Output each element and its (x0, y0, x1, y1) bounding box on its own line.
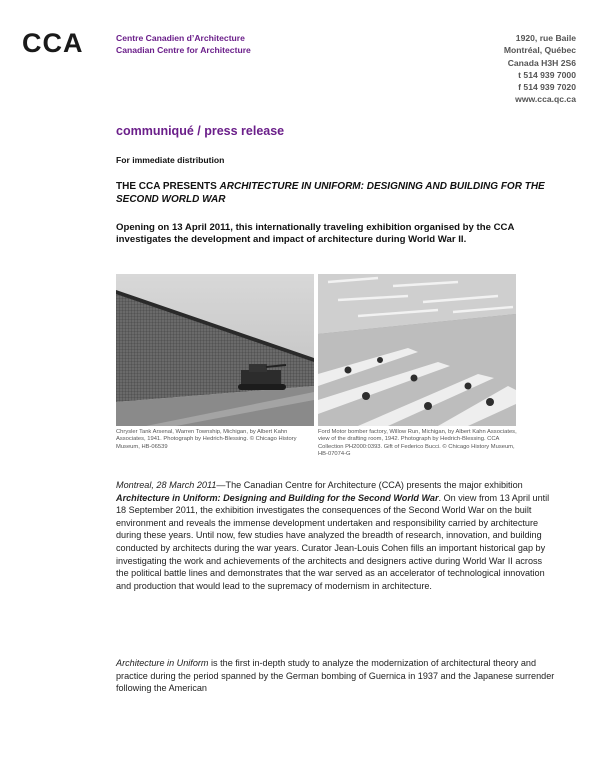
document-kind: communiqué / press release (116, 124, 285, 138)
fax-line: f 514 939 7020 (518, 82, 576, 93)
body-text: —The Canadian Centre for Architecture (CCA) presents the major exhibition (216, 480, 523, 490)
exhibition-title: Architecture in Uniform: Designing and Building for the Second World War (116, 492, 439, 503)
body-paragraph-2 (116, 657, 556, 695)
org-name-en: Canadian Centre for Architecture (116, 45, 251, 55)
distribution-note: For immediate distribution (116, 155, 225, 165)
website-link[interactable]: www.cca.qc.ca (515, 94, 576, 105)
photo-caption: Chrysler Tank Arsenal, Warren Township, Michigan, by Albert Kahn Associates, 1941. Photograph by Hedrich-Blessing. © Chicago History Museum, HB-06539 (116, 429, 297, 450)
photo-drafting-room (318, 274, 516, 426)
drafting-room-image (318, 274, 516, 426)
photo-caption: Ford Motor bomber factory, Willow Run, Michigan, by Albert Kahn Associates, view of the drafting room, 1942. Photograph by Hedrich-Blessing. CCA Collection PH2000:0393. Gift of Federico Bucci. © Chicago History Museum, HB-07074-G (318, 429, 517, 458)
contact-address (504, 32, 576, 106)
body-text: . On view from 13 April until 18 September 2011, the exhibition investigates the consequences of the Second World War on the built environment and reveals the immense development undertaken and responsibility carried by architecture during these years. Until now, few studies have analyzed the breadth of research, innovation, and building conducted by architects during the war years. Curator Jean-Louis Cohen fills an important historical gap by investigating the work and achievements of the architects and designers active during World War II across the political battle lines and demonstrates that the war served as an accelerator of technological innovation and production that would lead to the supremacy of modernism in architecture. (116, 492, 550, 591)
headline (116, 180, 556, 206)
headline-lead: THE CCA PRESENTS (116, 181, 220, 192)
address-line: Montréal, Québec (503, 45, 576, 56)
lede-paragraph: Opening on 13 April 2011, this internationally traveling exhibition organised by the CCA investigates the development and impact of architecture during World War II. (116, 222, 515, 246)
exhibition-title: Architecture in Uniform (116, 658, 209, 668)
tank-arsenal-image (116, 274, 314, 426)
org-name-fr: Centre Canadien d’Architecture (116, 33, 245, 43)
address-line: Canada H3H 2S6 (507, 57, 576, 68)
organization-name (116, 32, 251, 56)
photo-tank-arsenal (116, 274, 314, 426)
phone-line: t 514 939 7000 (518, 69, 576, 80)
dateline: Montreal, 28 March 2011 (116, 480, 217, 490)
cca-logo: CCA (22, 28, 84, 58)
body-text: is the first in-depth study to analyze the modernization of architectural theory and practice during the period spanned by the German bombing of Guernica in 1937 and the Japanese surrender following the American (116, 658, 555, 694)
address-line: 1920, rue Baile (515, 33, 576, 43)
headline-title: ARCHITECTURE IN UNIFORM: DESIGNING AND BUILDING FOR THE SECOND WORLD WAR (116, 181, 545, 205)
body-paragraph-1 (116, 479, 556, 592)
